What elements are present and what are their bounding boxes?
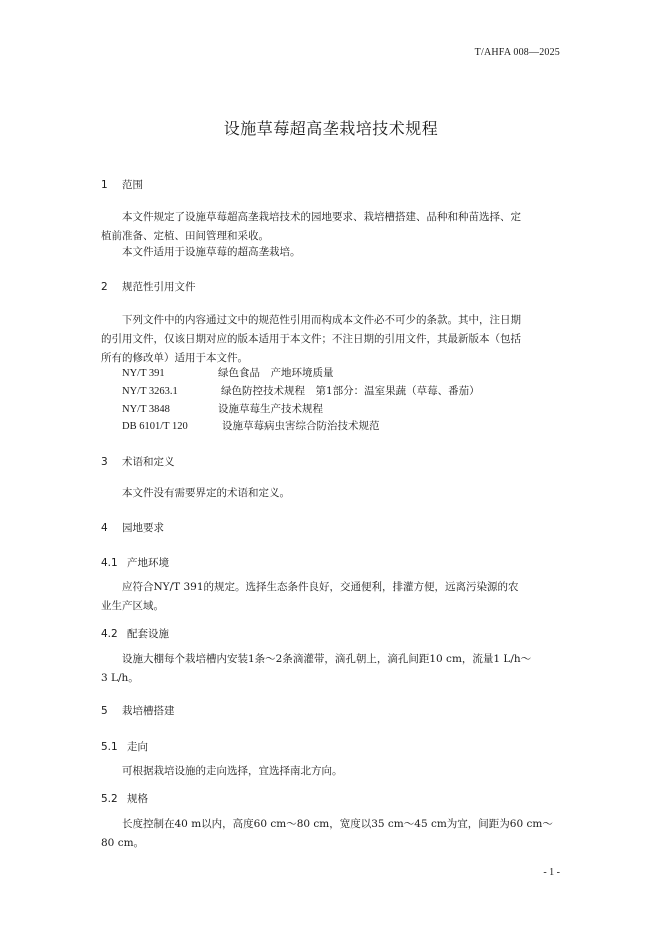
section-number: 1 bbox=[101, 179, 108, 191]
subsection-4-1-heading bbox=[101, 555, 169, 570]
section-title: 栽培槽搭建 bbox=[122, 705, 175, 717]
page-number: - 1 - bbox=[543, 867, 560, 878]
section-title: 术语和定义 bbox=[122, 456, 175, 468]
subsection-5-1-heading bbox=[101, 739, 148, 754]
section-5-heading bbox=[101, 703, 175, 718]
subsection-number: 5.1 bbox=[101, 741, 118, 753]
subsection-5-2-heading bbox=[101, 791, 148, 806]
section-1-paragraph-2 bbox=[101, 243, 561, 262]
text-line: 设施大棚每个栽培槽内安装1条～2条滴灌带，滴孔朝上，滴孔间距10 cm，流量1 L/h～ bbox=[122, 653, 532, 665]
text-line: 下列文件中的内容通过文中的规范性引用而构成本文件必不可少的条款。其中，注日期 bbox=[122, 314, 521, 326]
section-title: 规范性引用文件 bbox=[122, 281, 196, 293]
text-line: 本文件没有需要界定的术语和定义。 bbox=[122, 487, 290, 499]
text-line: 本文件适用于设施草莓的超高垄栽培。 bbox=[122, 246, 301, 258]
subsection-4-2-paragraph bbox=[101, 650, 561, 688]
text-line: 本文件规定了设施草莓超高垄栽培技术的园地要求、栽培槽搭建、品种和种苗选择、定 bbox=[122, 211, 521, 223]
document-code: T/AHFA 008—2025 bbox=[474, 47, 560, 58]
document-title: 设施草莓超高垄栽培技术规程 bbox=[223, 119, 439, 138]
reference-code: NY/T 3848 bbox=[122, 404, 170, 415]
reference-name: 绿色食品 产地环境质量 bbox=[218, 367, 334, 379]
reference-item bbox=[122, 383, 480, 398]
reference-code: NY/T 391 bbox=[122, 368, 165, 379]
subsection-5-2-paragraph bbox=[101, 815, 561, 853]
section-title: 范围 bbox=[122, 179, 143, 191]
section-1-heading bbox=[101, 177, 143, 192]
text-line: 业生产区域。 bbox=[101, 600, 164, 612]
subsection-title: 配套设施 bbox=[127, 628, 169, 640]
reference-code: NY/T 3263.1 bbox=[122, 386, 178, 397]
text-line: 植前准备、定植、田间管理和采收。 bbox=[101, 230, 269, 242]
subsection-4-2-heading bbox=[101, 626, 169, 641]
reference-name: 设施草莓病虫害综合防治技术规范 bbox=[222, 420, 380, 432]
section-title: 园地要求 bbox=[122, 522, 164, 534]
reference-code: DB 6101/T 120 bbox=[122, 421, 188, 432]
section-number: 5 bbox=[101, 705, 108, 717]
section-1-paragraph-1 bbox=[101, 208, 561, 246]
reference-item bbox=[122, 401, 323, 416]
reference-name: 设施草莓生产技术规程 bbox=[218, 403, 323, 415]
section-number: 3 bbox=[101, 456, 108, 468]
text-line: 可根据栽培设施的走向选择，宜选择南北方向。 bbox=[122, 765, 343, 777]
subsection-number: 4.1 bbox=[101, 557, 118, 569]
text-line: 的引用文件，仅该日期对应的版本适用于本文件；不注日期的引用文件，其最新版本（包括 bbox=[101, 333, 521, 345]
text-line: 80 cm。 bbox=[101, 837, 145, 849]
subsection-number: 4.2 bbox=[101, 628, 118, 640]
section-3-paragraph-1 bbox=[101, 484, 561, 503]
section-3-heading bbox=[101, 454, 175, 469]
subsection-4-1-paragraph bbox=[101, 578, 561, 616]
subsection-number: 5.2 bbox=[101, 793, 118, 805]
subsection-title: 走向 bbox=[127, 741, 148, 753]
section-number: 4 bbox=[101, 522, 108, 534]
section-2-paragraph-1 bbox=[101, 311, 561, 368]
section-number: 2 bbox=[101, 281, 108, 293]
reference-item bbox=[122, 418, 380, 433]
text-line: 应符合NY/T 391的规定。选择生态条件良好，交通便利，排灌方便，远离污染源的农 bbox=[122, 581, 519, 593]
subsection-title: 规格 bbox=[127, 793, 148, 805]
reference-name: 绿色防控技术规程 第1部分：温室果蔬（草莓、番茄） bbox=[221, 385, 480, 397]
section-4-heading bbox=[101, 520, 164, 535]
text-line: 所有的修改单）适用于本文件。 bbox=[101, 352, 248, 364]
reference-item bbox=[122, 365, 334, 380]
subsection-title: 产地环境 bbox=[127, 557, 169, 569]
section-2-heading bbox=[101, 279, 196, 294]
text-line: 长度控制在40 m以内，高度60 cm～80 cm，宽度以35 cm～45 cm为宜，间距为60 cm～ bbox=[122, 818, 553, 830]
subsection-5-1-paragraph bbox=[101, 762, 561, 781]
text-line: 3 L/h。 bbox=[101, 672, 139, 684]
